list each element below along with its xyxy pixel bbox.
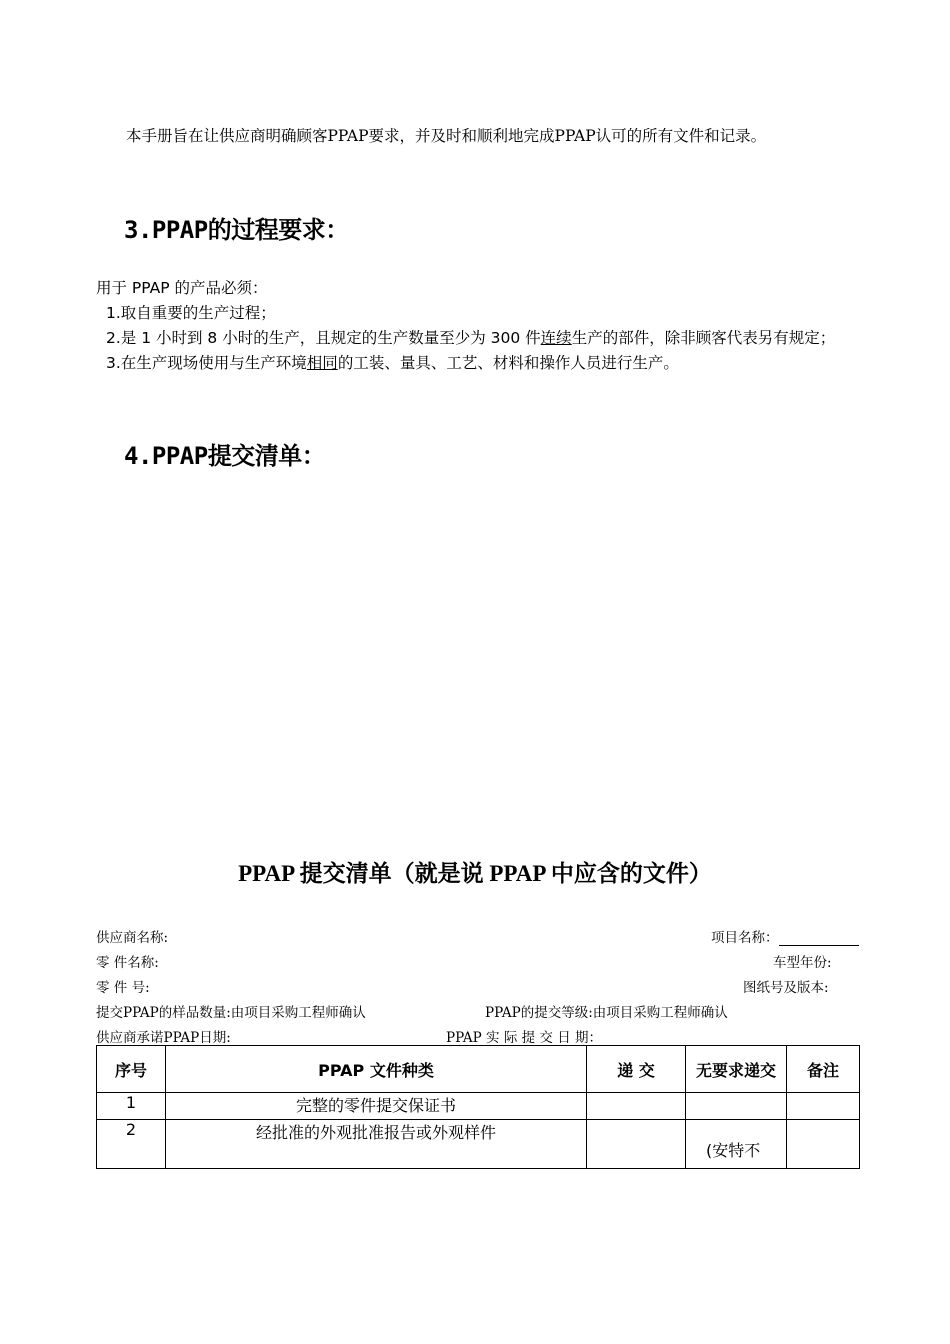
row-number: 2 bbox=[97, 1120, 166, 1169]
section-3-heading bbox=[124, 210, 349, 245]
project-name-label: 项目名称： bbox=[711, 930, 779, 946]
intro-paragraph: 本手册旨在让供应商明确顾客PPAP要求，并及时和顺利地完成PPAP认可的所有文件和记录。 bbox=[126, 127, 767, 145]
actual-date-blank bbox=[602, 1030, 616, 1046]
row-remark-cell bbox=[787, 1120, 860, 1169]
row-not-required-cell bbox=[686, 1120, 787, 1169]
table-row bbox=[97, 1093, 860, 1120]
requirement-2-text-a: 2.是 1 小时到 8 小时的生产，且规定的生产数量至少为 300 件 bbox=[106, 329, 541, 347]
drawing-version-label: 图纸号及版本: bbox=[743, 980, 829, 996]
requirement-2-underlined: 连续 bbox=[540, 329, 572, 347]
section-4-heading bbox=[124, 436, 325, 471]
row-submit-cell bbox=[587, 1120, 686, 1169]
table-row bbox=[97, 1120, 860, 1169]
project-name-blank bbox=[779, 930, 859, 946]
header-doc-type: PPAP 文件种类 bbox=[166, 1046, 587, 1093]
section-3-number: 3.PPAP bbox=[124, 216, 208, 244]
row-not-required-note: (安特不 bbox=[706, 1141, 761, 1160]
part-name-label: 零 件名称: bbox=[96, 955, 159, 971]
project-name-field bbox=[711, 926, 859, 946]
row-number: 1 bbox=[97, 1093, 166, 1120]
part-number-label: 零 件 号: bbox=[96, 980, 150, 996]
table-header-row bbox=[97, 1046, 860, 1093]
requirement-1: 1.取自重要的生产过程； bbox=[106, 304, 276, 322]
requirements-list bbox=[96, 276, 871, 376]
requirement-3 bbox=[96, 351, 871, 376]
header-remark: 备注 bbox=[787, 1046, 860, 1093]
header-submit: 递 交 bbox=[587, 1046, 686, 1093]
requirements-lead: 用于 PPAP 的产品必须： bbox=[96, 279, 268, 297]
row-remark-cell bbox=[787, 1093, 860, 1120]
ppap-checklist-table bbox=[96, 1045, 860, 1169]
actual-date-field bbox=[446, 1026, 616, 1046]
row-doc-name: 经批准的外观批准报告或外观样件 bbox=[166, 1120, 587, 1169]
row-not-required-cell bbox=[686, 1093, 787, 1120]
requirement-2 bbox=[96, 326, 871, 351]
row-submit-cell bbox=[587, 1093, 686, 1120]
section-4-title: 提交清单： bbox=[207, 442, 326, 470]
sample-quantity-label: 提交PPAP的样品数量:由项目采购工程师确认 bbox=[96, 1005, 366, 1021]
requirement-3-underlined: 相同 bbox=[306, 354, 338, 372]
section-3-title: 的过程要求： bbox=[207, 216, 349, 244]
supplier-name-label: 供应商名称: bbox=[96, 930, 169, 946]
header-no: 序号 bbox=[97, 1046, 166, 1093]
submission-level-label: PPAP的提交等级:由项目采购工程师确认 bbox=[485, 1005, 728, 1021]
row-doc-name: 完整的零件提交保证书 bbox=[166, 1093, 587, 1120]
model-year-label: 车型年份: bbox=[773, 955, 832, 971]
requirement-3-text-a: 3.在生产现场使用与生产环境 bbox=[106, 354, 307, 372]
promise-date-label: 供应商承诺PPAP日期: bbox=[96, 1030, 231, 1046]
header-not-required: 无要求递交 bbox=[686, 1046, 787, 1093]
requirement-3-text-b: 的工装、量具、工艺、材料和操作人员进行生产。 bbox=[337, 354, 679, 372]
requirement-2-text-b: 生产的部件，除非顾客代表另有规定； bbox=[571, 329, 836, 347]
section-4-number: 4.PPAP bbox=[124, 442, 208, 470]
actual-date-label: PPAP 实 际 提 交 日 期： bbox=[446, 1030, 603, 1046]
checklist-title: PPAP 提交清单（就是说 PPAP 中应含的文件） bbox=[238, 861, 712, 886]
